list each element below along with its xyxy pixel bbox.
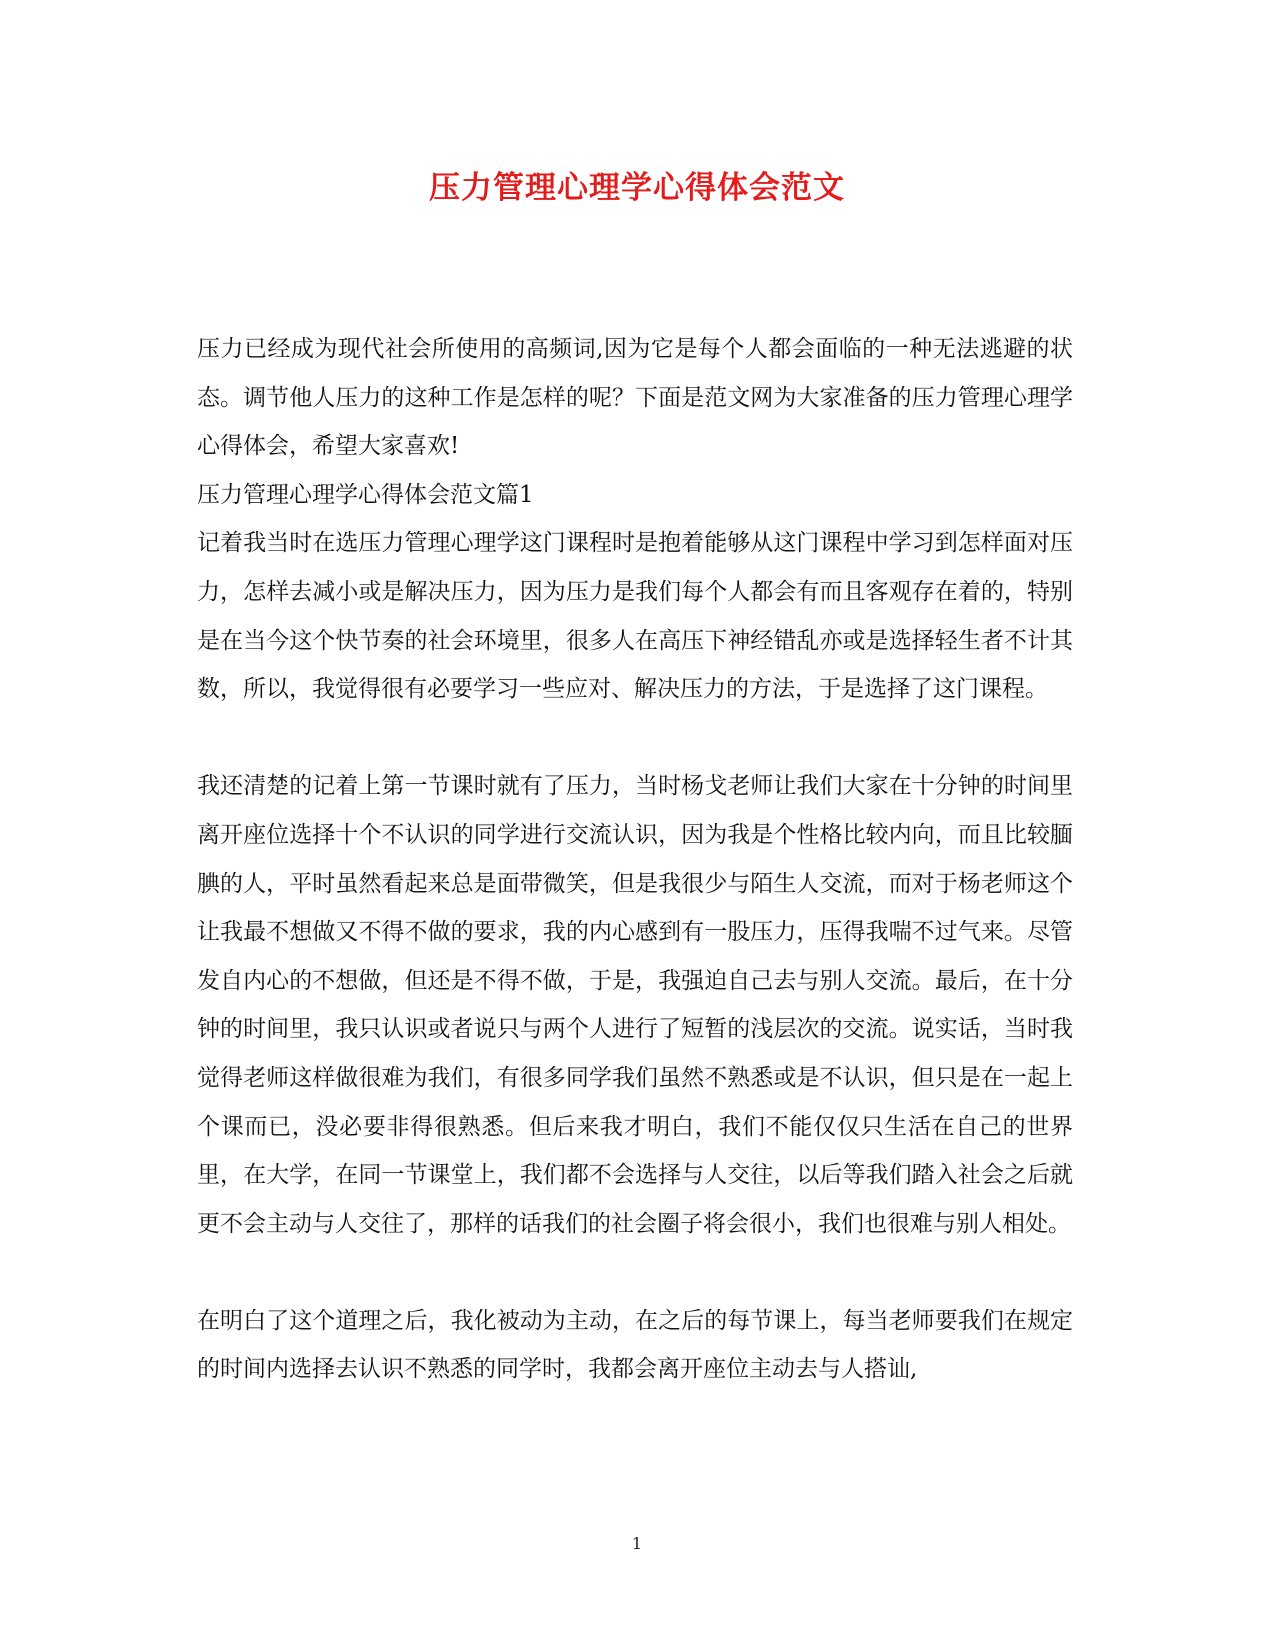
document-title: 压力管理心理学心得体会范文 [429, 170, 845, 206]
section-heading: 压力管理心理学心得体会范文篇1 [197, 481, 534, 508]
document-body [197, 325, 1073, 1394]
paragraph-spacer [197, 1248, 1073, 1297]
intro-paragraph: 压力已经成为现代社会所使用的高频词,因为它是每个人都会面临的一种无法逃避的状态。调节他人压力的这种工作是怎样的呢？下面是范文网为大家准备的压力管理心理学心得体会，希望大家喜欢! [197, 336, 1073, 460]
body-paragraph: 在明白了这个道理之后，我化被动为主动，在之后的每节课上，每当老师要我们在规定的时间内选择去认识不熟悉的同学时，我都会离开座位主动去与人搭讪, [197, 1307, 1073, 1383]
page-number: 1 [631, 1534, 643, 1553]
body-paragraph: 我还清楚的记着上第一节课时就有了压力，当时杨戈老师让我们大家在十分钟的时间里离开座位选择十个不认识的同学进行交流认识，因为我是个性格比较内向，而且比较腼腆的人，平时虽然看起来总是面带微笑，但是我很少与陌生人交流，而对于杨老师这个让我最不想做又不得不做的要求，我的内心感到有一股压力，压得我喘不过气来。尽管发自内心的不想做，但还是不得不做，于是，我强迫自己去与别人交流。最后，在十分钟的时间里，我只认识或者说只与两个人进行了短暂的浅层次的交流。说实话，当时我觉得老师这样做很难为我们，有很多同学我们虽然不熟悉或是不认识，但只是在一起上个课而已，没必要非得很熟悉。但后来我才明白，我们不能仅仅只生活在自己的世界里，在大学，在同一节课堂上，我们都不会选择与人交往，以后等我们踏入社会之后就更不会主动与人交往了，那样的话我们的社会圈子将会很小，我们也很难与别人相处。 [197, 773, 1073, 1237]
paragraph-spacer [197, 714, 1073, 763]
body-paragraph: 记着我当时在选压力管理心理学这门课程时是抱着能够从这门课程中学习到怎样面对压力，怎样去减小或是解决压力，因为压力是我们每个人都会有而且客观存在着的，特别是在当今这个快节奏的社会环境里，很多人在高压下神经错乱亦或是选择轻生者不计其数，所以，我觉得很有必要学习一些应对、解决压力的方法，于是选择了这门课程。 [197, 530, 1073, 703]
